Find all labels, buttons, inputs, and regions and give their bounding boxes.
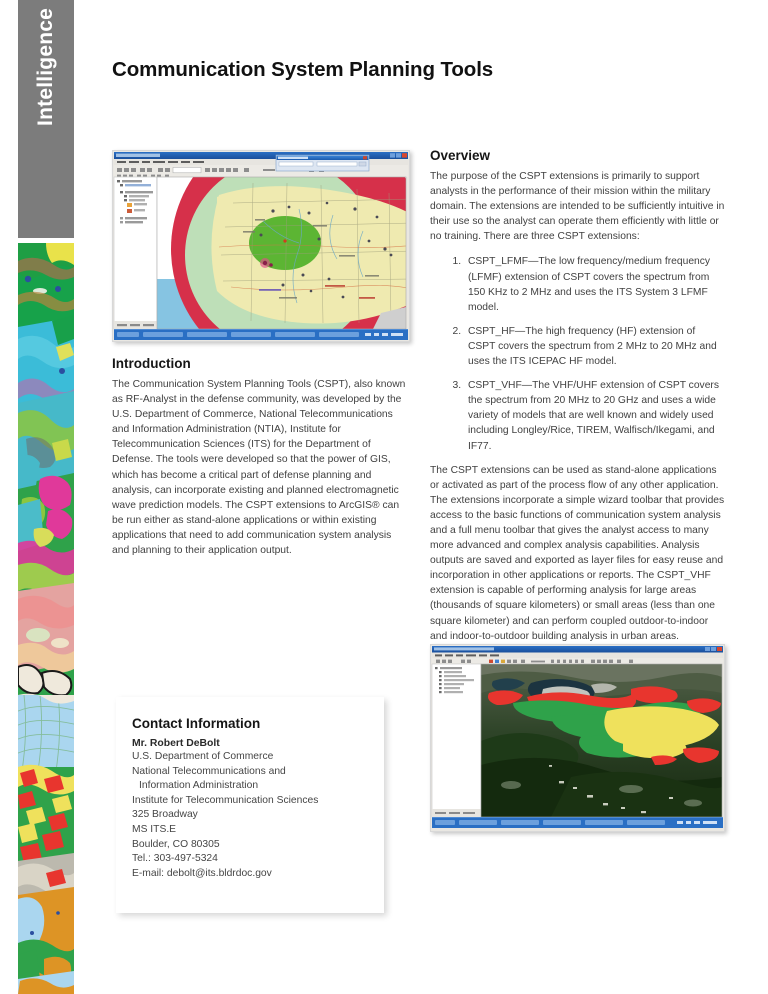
contact-line: Information Administration bbox=[139, 780, 259, 792]
left-sidebar-band bbox=[18, 0, 74, 994]
overview-section bbox=[430, 148, 725, 654]
contact-email: E-mail: debolt@its.bldrdoc.gov bbox=[132, 867, 272, 879]
overview-intro: The purpose of the CSPT extensions is primarily to support analysts in the performance of their mission within the military domain. The extensions are intended to be sufficiently intuitive in their use so the analyst can operate them efficiently with little or no training. There are three CSPT extensions: bbox=[430, 171, 725, 243]
geologic-map-strip-image bbox=[18, 243, 74, 994]
introduction-section bbox=[112, 356, 411, 568]
section-tab-intelligence bbox=[18, 0, 74, 238]
overview-heading: Overview bbox=[430, 148, 491, 163]
introduction-body: The Communication System Planning Tools (CSPT), also known as RF-Analyst in the defense community, was developed by the U.S. Department of Commerce, National Telecommunications and Information Administration (NTIA), Institute for Telecommunication Sciences (ITS) for the Department of Defense. The tools were developed so that the power of GIS, which has become a critical part of defense planning and analysis, can incorporate existing and planned electromagnetic wave prediction models. The CSPT extensions to ArcGIS® can be run either as stand-alone applications or within existing applications that need to add communication system analysis and planning to their application output. bbox=[112, 379, 406, 557]
contact-line: MS ITS.E bbox=[132, 823, 177, 835]
contact-line: Institute for Telecommunication Sciences bbox=[132, 794, 319, 806]
section-tab-label: Intelligence bbox=[34, 8, 57, 126]
contact-line: Boulder, CO 80305 bbox=[132, 838, 220, 850]
list-item: 1. CSPT_LFMF—The low frequency/medium frequency (LFMF) extension of CSPT covers the spectrum from 150 KHz to 2 MHz and uses the ITS System 3 LFMF model. bbox=[464, 254, 725, 314]
contact-name: Mr. Robert DeBolt bbox=[132, 738, 220, 749]
list-item: 2. CSPT_HF—The high frequency (HF) extension of CSPT covers the spectrum from 2 MHz to 20 MHz and uses the ITS ICEPAC HF model. bbox=[464, 324, 725, 369]
arcgis-lfmf-coverage-screenshot bbox=[112, 150, 410, 342]
contact-information-box bbox=[116, 697, 384, 913]
contact-phone: Tel.: 303-497-5324 bbox=[132, 853, 218, 865]
list-item: 3. CSPT_VHF—The VHF/UHF extension of CSPT covers the spectrum from 20 MHz to 20 GHz and uses a wide variety of models that are well known and widely used including Longley/Rice, TIREM, Walfisch/Ikegami, and IF77. bbox=[464, 378, 725, 453]
contact-heading: Contact Information bbox=[132, 716, 261, 731]
overview-closing: The CSPT extensions can be used as stand-alone applications or activated as part of the process flow of any other application. The extensions incorporate a simple wizard toolbar that provides access to the basic functions of communication system analysis and a full menu toolbar that gives the analyst access to many more advanced and complex analysis capabilities. Analysis outputs are saved and exported as layer files for easy reuse and incorporation in other applications or reports. The CSPT_VHF extension is capable of performing analysis for large areas (thousands of square kilometers) or small areas (less than one square kilometer) and can perform coupled outdoor-to-indoor and indoor-to-outdoor building analysis in urban areas. bbox=[430, 464, 725, 642]
page-title: Communication System Planning Tools bbox=[112, 58, 494, 81]
arcgis-vhf-terrain-screenshot bbox=[430, 644, 725, 832]
cspt-extensions-list bbox=[430, 254, 725, 453]
contact-line: U.S. Department of Commerce bbox=[132, 751, 274, 762]
contact-line: National Telecommunications and bbox=[132, 765, 286, 777]
introduction-heading: Introduction bbox=[112, 356, 191, 371]
contact-line: 325 Broadway bbox=[132, 809, 198, 821]
